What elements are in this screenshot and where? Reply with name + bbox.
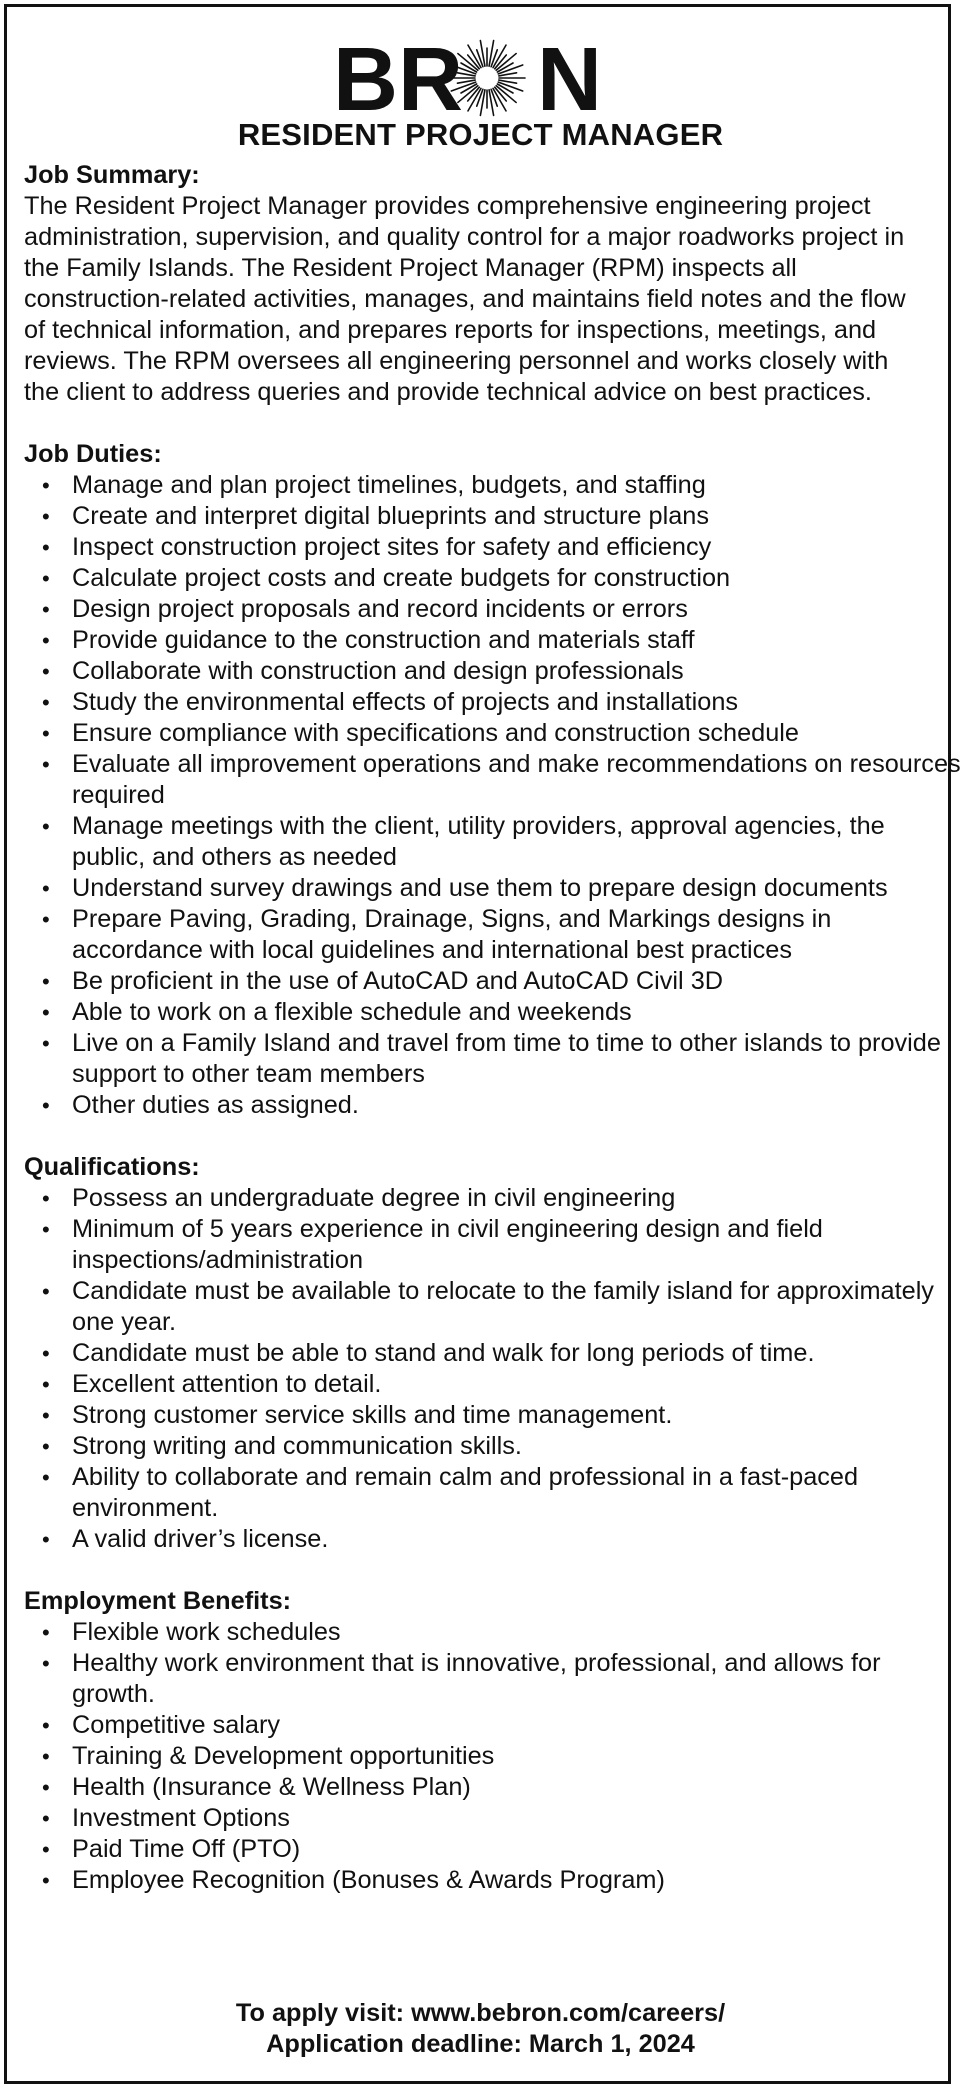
list-item: • Ensure compliance with specifications and construction schedule (24, 718, 961, 749)
list-item: • Investment Options (24, 1803, 961, 1834)
list-item: • Able to work on a flexible schedule and weekends (24, 997, 961, 1028)
employment-benefits-heading: Employment Benefits: (24, 1587, 292, 1615)
list-item: • Candidate must be available to relocate to the family island for approximately one year. (24, 1276, 961, 1338)
list-item: • Excellent attention to detail. (24, 1369, 961, 1400)
list-item: • Possess an undergraduate degree in civil engineering (24, 1183, 961, 1214)
qualifications-heading: Qualifications: (24, 1153, 200, 1181)
qualifications-list (24, 1183, 944, 1555)
list-item: • Flexible work schedules (24, 1617, 961, 1648)
list-item: • Understand survey drawings and use them to prepare design documents (24, 873, 961, 904)
job-summary-text: The Resident Project Manager provides comprehensive engineering project administration, supervision, and quality control for a major roadworks project in the Family Islands. The Resident Project Manager (RPM) inspects all construction-related activities, manages, and maintains field notes and the flow of technical information, and prepares reports for inspections, meetings, and reviews. The RPM oversees all engineering personnel and works closely with the client to address queries and provide technical advice on best practices. (24, 192, 906, 406)
list-item: • Candidate must be able to stand and walk for long periods of time. (24, 1338, 961, 1369)
list-item: • Inspect construction project sites for safety and efficiency (24, 532, 961, 563)
list-item: • Create and interpret digital blueprints and structure plans (24, 501, 961, 532)
apply-text: To apply visit: www.bebron.com/careers/ (235, 1999, 726, 2027)
list-item: • Manage meetings with the client, utility providers, approval agencies, the public, and others as needed (24, 811, 961, 873)
page-title: RESIDENT PROJECT MANAGER (237, 117, 724, 152)
list-item: • Strong customer service skills and time management. (24, 1400, 961, 1431)
list-item: • Prepare Paving, Grading, Drainage, Signs, and Markings designs in accordance with local guidelines and international best practices (24, 904, 961, 966)
list-item: • Provide guidance to the construction and materials staff (24, 625, 961, 656)
list-item: • Healthy work environment that is innovative, professional, and allows for growth. (24, 1648, 961, 1710)
list-item: • Employee Recognition (Bonuses & Awards Program) (24, 1865, 961, 1896)
list-item: • Minimum of 5 years experience in civil engineering design and field inspections/administration (24, 1214, 961, 1276)
list-item: • Training & Development opportunities (24, 1741, 961, 1772)
list-item: • Live on a Family Island and travel from time to time to other islands to provide support to other team members (24, 1028, 961, 1090)
list-item: • Other duties as assigned. (24, 1090, 961, 1121)
list-item: • Study the environmental effects of projects and installations (24, 687, 961, 718)
company-logo (0, 34, 961, 120)
logo-text-left: BR (332, 34, 463, 120)
logo-text-right: N (536, 34, 602, 120)
job-duties-heading: Job Duties: (24, 440, 162, 468)
list-item: • Evaluate all improvement operations and make recommendations on resources required (24, 749, 961, 811)
footer (0, 1998, 961, 2060)
list-item: • Ability to collaborate and remain calm and professional in a fast-paced environment. (24, 1462, 961, 1524)
list-item: • Manage and plan project timelines, budgets, and staffing (24, 470, 961, 501)
job-duties-list (24, 470, 961, 1121)
list-item: • Paid Time Off (PTO) (24, 1834, 961, 1865)
bron-logo (331, 34, 631, 120)
employment-benefits-list (24, 1617, 944, 1896)
list-item: • Strong writing and communication skills. (24, 1431, 961, 1462)
list-item: • Collaborate with construction and design professionals (24, 656, 961, 687)
list-item: • A valid driver’s license. (24, 1524, 961, 1555)
job-posting-body (24, 160, 961, 1896)
list-item: • Design project proposals and record incidents or errors (24, 594, 961, 625)
list-item: • Calculate project costs and create budgets for construction (24, 563, 961, 594)
list-item: • Competitive salary (24, 1710, 961, 1741)
deadline-text: Application deadline: March 1, 2024 (266, 2030, 695, 2058)
job-summary-heading: Job Summary: (24, 161, 200, 189)
list-item: • Be proficient in the use of AutoCAD and AutoCAD Civil 3D (24, 966, 961, 997)
list-item: • Health (Insurance & Wellness Plan) (24, 1772, 961, 1803)
